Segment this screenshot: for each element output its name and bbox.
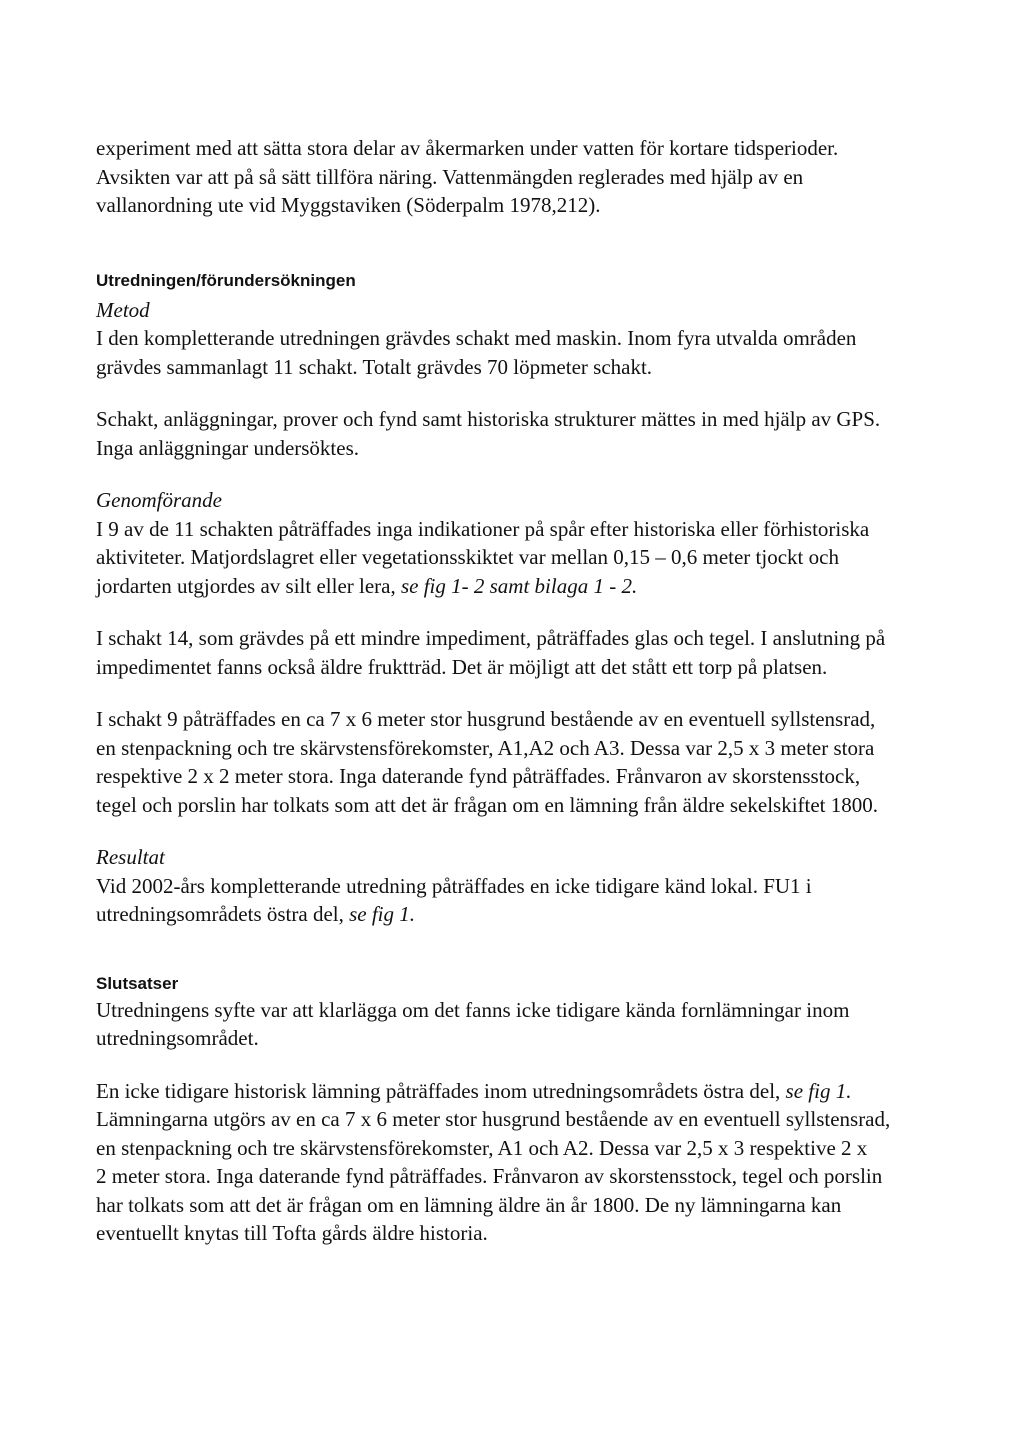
genomforande-paragraph-2 [96, 624, 896, 681]
intro-line: Avsikten var att på så sätt tillföra näring. Vattenmängden reglerades med hjälp av en [96, 164, 804, 189]
metod-line: Schakt, anläggningar, prover och fynd samt historiska strukturer mättes in med hjälp av GPS. [96, 407, 881, 431]
slutsatser-paragraph-1 [96, 996, 896, 1053]
slutsatser-line: eventuellt knytas till Tofta gårds äldre historia. [96, 1221, 488, 1245]
slutsatser-paragraph-2 [96, 1077, 896, 1248]
figure-reference: se fig 1. [785, 1078, 852, 1103]
slutsatser-line: utredningsområdet. [96, 1026, 259, 1050]
resultat-line: utredningsområdets östra del, [96, 902, 350, 926]
genomforande-line: I 9 av de 11 schakten påträffades inga indikationer på spår efter historiska eller förhistoriska [96, 516, 870, 541]
figure-reference: se fig 1- 2 samt bilaga 1 - 2. [400, 573, 638, 598]
subheading-resultat: Resultat [96, 845, 165, 869]
genomforande-line: I schakt 14, som grävdes på ett mindre impediment, påträffades glas och tegel. I anslutning på [96, 626, 886, 650]
genomforande-line: impedimentet fanns också äldre fruktträd. Det är möjligt att det stått ett torp på platsen. [96, 654, 828, 679]
slutsatser-line: har tolkats som att det är frågan om en lämning äldre än år 1800. De ny lämningarna kan [96, 1192, 842, 1217]
document-page [96, 134, 896, 1248]
genomforande-line: respektive 2 x 2 meter stora. Inga daterande fynd påträffades. Frånvaron av skorstensstock, [96, 764, 861, 788]
resultat-line: Vid 2002-års kompletterande utredning påträffades en icke tidigare känd lokal. FU1 i [96, 873, 812, 898]
genomforande-line: I schakt 9 påträffades en ca 7 x 6 meter stor husgrund bestående av en eventuell syllstensrad, [96, 707, 876, 731]
metod-line: I den kompletterande utredningen grävdes schakt med maskin. Inom fyra utvalda områden [96, 326, 857, 350]
genomforande-paragraph-3 [96, 705, 896, 819]
section-heading-slutsatser: Slutsatser [96, 973, 179, 993]
section-heading-utredningen: Utredningen/förundersökningen [96, 270, 356, 290]
slutsatser-line: 2 meter stora. Inga daterande fynd påträffades. Frånvaron av skorstensstock, tegel och porslin [96, 1164, 883, 1188]
metod-line: Inga anläggningar undersöktes. [96, 435, 360, 460]
slutsatser-line: En icke tidigare historisk lämning påträffades inom utredningsområdets östra del, [96, 1078, 786, 1103]
genomforande-paragraph-1 [96, 515, 896, 601]
slutsatser-line: Utredningens syfte var att klarlägga om det fanns icke tidigare kända fornlämningar inom [96, 997, 850, 1022]
figure-reference: se fig 1. [349, 902, 416, 926]
resultat-paragraph [96, 872, 896, 929]
genomforande-line: aktiviteter. Matjordslagret eller vegetationsskiktet var mellan 0,15 – 0,6 meter tjockt och [96, 545, 839, 569]
subheading-metod: Metod [96, 297, 150, 322]
slutsatser-line: en stenpackning och tre skärvstensförekomster, A1 och A2. Dessa var 2,5 x 3 respektive 2 x [96, 1135, 868, 1160]
metod-line: grävdes sammanlagt 11 schakt. Totalt grävdes 70 löpmeter schakt. [96, 354, 653, 379]
genomforande-line: en stenpackning och tre skärvstensförekomster, A1,A2 och A3. Dessa var 2,5 x 3 meter stora [96, 735, 875, 760]
intro-paragraph [96, 134, 896, 220]
metod-paragraph-2 [96, 405, 896, 462]
genomforande-line: tegel och porslin har tolkats som att det är frågan om en lämning från äldre sekelskiftet 1800. [96, 792, 879, 817]
slutsatser-line: Lämningarna utgörs av en ca 7 x 6 meter stor husgrund bestående av en eventuell syllstensrad, [96, 1107, 891, 1131]
intro-line: vallanordning ute vid Myggstaviken (Söderpalm 1978,212). [96, 193, 601, 217]
intro-line: experiment med att sätta stora delar av åkermarken under vatten för kortare tidsperioder. [96, 136, 839, 160]
metod-paragraph-1 [96, 324, 896, 381]
subheading-genomforande: Genomförande [96, 488, 222, 512]
genomforande-line: jordarten utgjordes av silt eller lera, [96, 573, 401, 598]
